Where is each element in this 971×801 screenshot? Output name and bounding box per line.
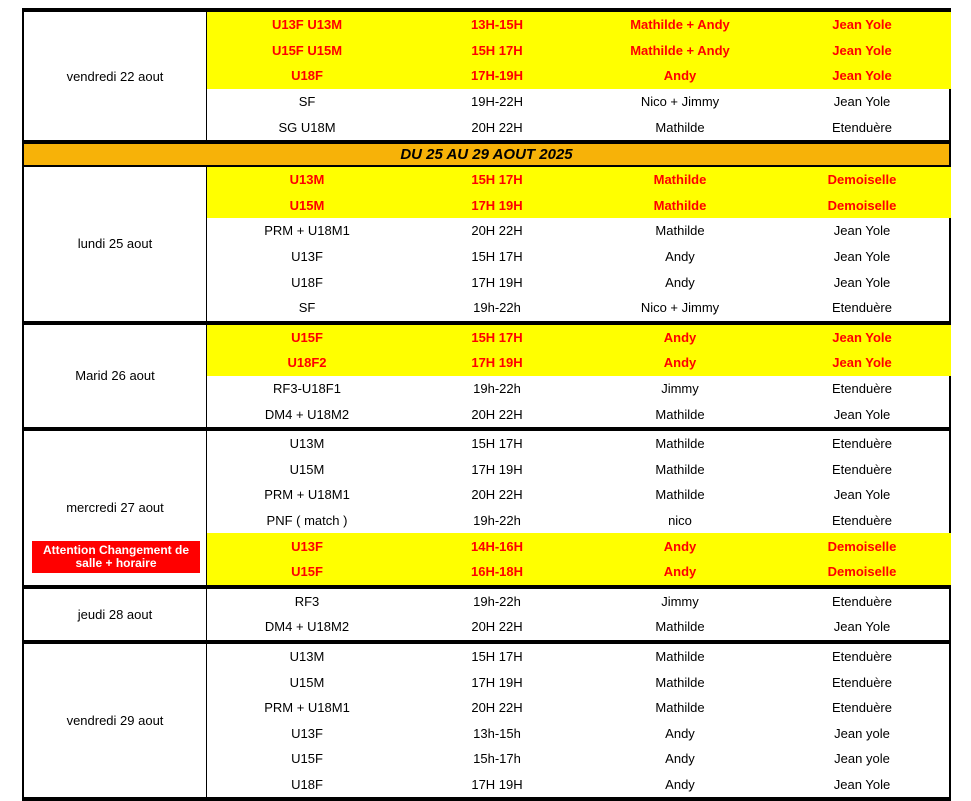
hours-cell: 17H 19H (471, 777, 523, 793)
gym-cell: Demoiselle (827, 172, 897, 188)
table-row (207, 772, 951, 798)
hours-cell: 19h-22h (473, 513, 521, 529)
gym-cell: Etenduère (832, 593, 892, 609)
coach-cell: Jimmy (661, 381, 699, 397)
day-label: mercredi 27 aout (66, 500, 164, 516)
hours-cell: 19h-22h (473, 300, 521, 316)
table-row (207, 167, 951, 193)
table-row (207, 482, 951, 508)
table-row (207, 325, 951, 351)
gym-cell: Jean Yole (833, 274, 891, 290)
gym-cell: Jean Yole (833, 94, 891, 110)
gym-cell: Demoiselle (827, 564, 897, 580)
hours-cell: 17H 19H (471, 355, 523, 371)
gym-cell: Jean Yole (833, 249, 891, 265)
team-cell: PRM + U18M1 (264, 487, 350, 503)
table-row (207, 295, 951, 321)
coach-cell: Mathilde (655, 619, 705, 635)
hours-cell: 15H 17H (471, 649, 523, 665)
table-row (207, 193, 951, 219)
table-row (207, 12, 951, 38)
team-cell: U15F (291, 329, 323, 345)
coach-cell: Mathilde (655, 649, 705, 665)
hours-cell: 19h-22h (473, 593, 521, 609)
table-row (207, 269, 951, 295)
coach-cell: Andy (665, 777, 695, 793)
coach-cell: Andy (663, 355, 697, 371)
gym-cell: Etenduère (832, 119, 892, 135)
coach-cell: nico (668, 513, 692, 529)
gym-cell: Jean Yole (833, 619, 891, 635)
hours-cell: 20H 22H (471, 406, 523, 422)
day-label: jeudi 28 aout (77, 606, 153, 622)
team-cell: U15M (289, 461, 325, 477)
gym-cell: Jean Yole (832, 17, 892, 33)
team-cell: PNF ( match ) (266, 513, 348, 529)
team-cell: DM4 + U18M2 (264, 406, 350, 422)
team-cell: PRM + U18M1 (264, 700, 350, 716)
day-block (22, 167, 951, 321)
hours-cell: 15H 17H (471, 42, 523, 58)
table-row (207, 218, 951, 244)
gym-cell: Etenduère (832, 649, 892, 665)
team-cell: U18F (291, 68, 323, 84)
table-row (207, 376, 951, 402)
team-cell: U13M (289, 436, 325, 452)
hours-cell: 17H-19H (470, 68, 524, 84)
hours-cell: 15H 17H (471, 172, 523, 188)
hours-cell: 15h-17h (473, 751, 521, 767)
table-row (207, 695, 951, 721)
gym-cell: Etenduère (832, 513, 892, 529)
team-cell: U18F (291, 777, 323, 793)
team-cell: RF3 (294, 593, 320, 609)
team-cell: U13F (291, 538, 323, 554)
team-cell: DM4 + U18M2 (264, 619, 350, 635)
team-cell: U18F (291, 274, 323, 290)
table-row (207, 533, 951, 559)
table-row (207, 508, 951, 534)
gym-cell: Jean yole (834, 725, 890, 741)
table-row (207, 350, 951, 376)
table-row (207, 559, 951, 585)
gym-cell: Jean Yole (833, 223, 891, 239)
gym-cell: Jean Yole (833, 406, 891, 422)
team-cell: U15F U15M (271, 42, 343, 58)
coach-cell: Nico + Jimmy (640, 300, 720, 316)
team-cell: RF3-U18F1 (273, 381, 341, 397)
coach-cell: Mathilde (655, 406, 705, 422)
gym-cell: Etenduère (832, 436, 892, 452)
gym-cell: Etenduère (832, 300, 892, 316)
day-block (22, 325, 951, 427)
gym-cell: Jean Yole (832, 329, 892, 345)
coach-cell: Mathilde (653, 172, 707, 188)
coach-cell: Mathilde (655, 436, 705, 452)
hours-cell: 19H-22H (470, 94, 524, 110)
day-label: lundi 25 aout (77, 236, 153, 252)
day-label-cell (24, 167, 207, 321)
coach-cell: Mathilde (653, 197, 707, 213)
team-cell: U15M (289, 197, 325, 213)
coach-cell: Andy (665, 249, 695, 265)
hours-cell: 20H 22H (471, 223, 523, 239)
coach-cell: Mathilde (655, 674, 705, 690)
day-label-cell (24, 589, 207, 640)
hours-cell: 15H 17H (471, 329, 523, 345)
team-cell: PRM + U18M1 (264, 223, 350, 239)
table-row (207, 721, 951, 747)
table-row (207, 114, 951, 140)
day-label-cell (24, 644, 207, 798)
gym-cell: Demoiselle (827, 197, 897, 213)
day-block (22, 12, 951, 140)
team-cell: SG U18M (278, 119, 336, 135)
day-label: Marid 26 aout (75, 368, 155, 384)
hours-cell: 13h-15h (473, 725, 521, 741)
team-cell: U13F (291, 249, 323, 265)
coach-cell: Andy (663, 538, 697, 554)
table-row (207, 457, 951, 483)
gym-cell: Etenduère (832, 674, 892, 690)
team-cell: SF (298, 300, 316, 316)
day-label-cell (24, 12, 207, 140)
table-row (207, 244, 951, 270)
coach-cell: Andy (665, 751, 695, 767)
day-label: vendredi 29 aout (66, 713, 164, 729)
table-row (207, 89, 951, 115)
coach-cell: Mathilde (655, 461, 705, 477)
gym-cell: Etenduère (832, 381, 892, 397)
day-label-cell (24, 325, 207, 427)
hours-cell: 20H 22H (471, 700, 523, 716)
day-block (22, 589, 951, 640)
team-cell: U13M (289, 172, 325, 188)
gym-cell: Etenduère (832, 461, 892, 477)
table-row (207, 746, 951, 772)
team-cell: U18F2 (287, 355, 327, 371)
hours-cell: 14H-16H (470, 538, 524, 554)
coach-cell: Mathilde + Andy (630, 17, 730, 33)
warning-badge: Attention Changement de salle + horaire (32, 541, 200, 573)
hours-cell: 17H 19H (471, 197, 523, 213)
team-cell: SF (298, 94, 316, 110)
coach-cell: Andy (663, 564, 697, 580)
hours-cell: 15H 17H (471, 436, 523, 452)
hours-cell: 17H 19H (471, 674, 523, 690)
coach-cell: Andy (665, 274, 695, 290)
hours-cell: 19h-22h (473, 381, 521, 397)
coach-cell: Mathilde + Andy (630, 42, 730, 58)
table-row (207, 589, 951, 615)
gym-cell: Jean Yole (833, 487, 891, 503)
table-row (207, 401, 951, 427)
coach-cell: Mathilde (655, 700, 705, 716)
hours-cell: 17H 19H (471, 461, 523, 477)
table-row (207, 669, 951, 695)
gym-cell: Jean Yole (832, 42, 892, 58)
team-cell: U15M (289, 674, 325, 690)
team-cell: U15F (291, 751, 323, 767)
table-row (207, 63, 951, 89)
gym-cell: Etenduère (832, 700, 892, 716)
team-cell: U13M (289, 649, 325, 665)
team-cell: U13F U13M (271, 17, 343, 33)
day-label: vendredi 22 aout (66, 68, 164, 84)
team-cell: U13F (291, 725, 323, 741)
hours-cell: 20H 22H (471, 619, 523, 635)
table-row (207, 614, 951, 640)
hours-cell: 16H-18H (470, 564, 524, 580)
table-row (207, 644, 951, 670)
coach-cell: Andy (665, 725, 695, 741)
table-row (207, 431, 951, 457)
coach-cell: Mathilde (655, 119, 705, 135)
week-banner: DU 25 AU 29 AOUT 2025 (22, 142, 951, 167)
gym-cell: Jean Yole (833, 777, 891, 793)
gym-cell: Jean Yole (832, 355, 892, 371)
schedule-table (22, 0, 951, 793)
coach-cell: Mathilde (655, 223, 705, 239)
gym-cell: Jean yole (834, 751, 890, 767)
gym-cell: Jean Yole (832, 68, 892, 84)
hours-cell: 20H 22H (471, 119, 523, 135)
day-block (22, 431, 951, 585)
hours-cell: 17H 19H (471, 274, 523, 290)
table-row (207, 38, 951, 64)
hours-cell: 20H 22H (471, 487, 523, 503)
hours-cell: 13H-15H (470, 17, 524, 33)
team-cell: U15F (291, 564, 323, 580)
day-block (22, 644, 951, 798)
coach-cell: Jimmy (661, 593, 699, 609)
hours-cell: 15H 17H (471, 249, 523, 265)
coach-cell: Mathilde (655, 487, 705, 503)
coach-cell: Nico + Jimmy (640, 94, 720, 110)
coach-cell: Andy (663, 329, 697, 345)
gym-cell: Demoiselle (827, 538, 897, 554)
coach-cell: Andy (663, 68, 697, 84)
